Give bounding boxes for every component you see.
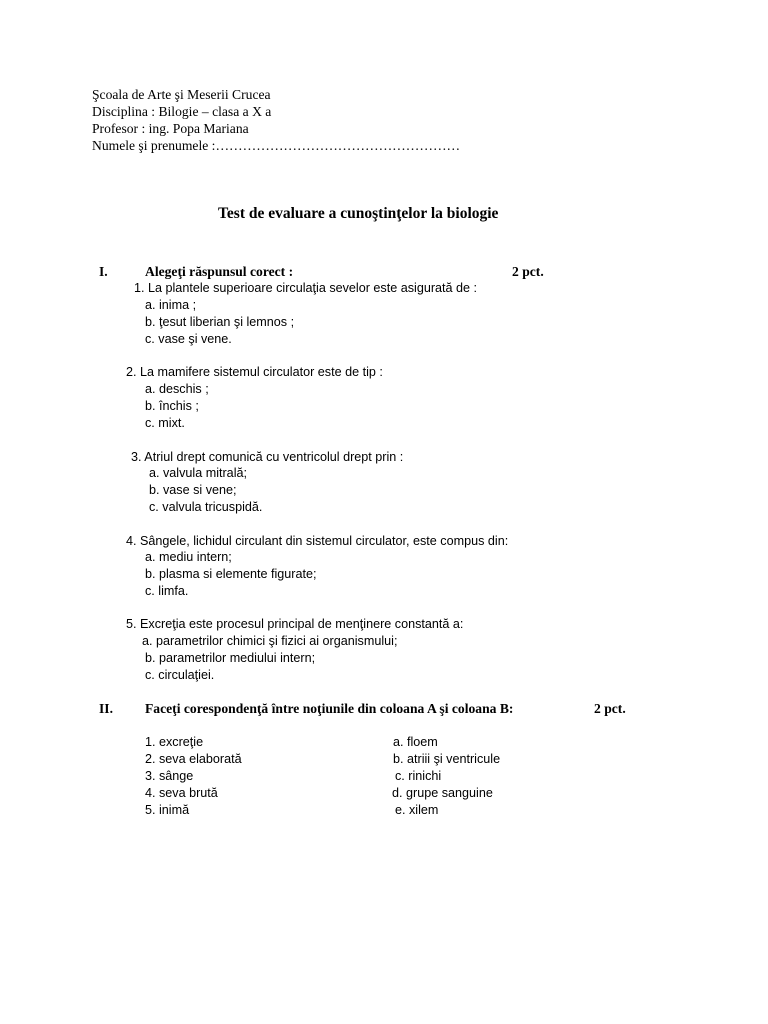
q1-option-a: a. inima ; [145,298,197,312]
section2-instruction: Faceţi corespondenţă între noţiunile din coloana A şi coloana B: [145,701,514,716]
column-b-item: c. rinichi [395,769,442,783]
discipline-line: Disciplina : Bilogie – clasa a X a [92,104,272,119]
student-name-line: Numele şi prenumele :……………………………………………… [92,138,461,153]
q4-option-a: a. mediu intern; [145,550,232,564]
q4-option-b: b. plasma si elemente figurate; [145,567,317,581]
q3-option-b: b. vase si vene; [149,483,237,497]
q2-option-b: b. închis ; [145,399,199,413]
q3-option-c: c. valvula tricuspidă. [149,500,263,514]
section1-points: 2 pct. [512,264,544,279]
q1-option-c: c. vase şi vene. [145,332,232,346]
q4-text: 4. Sângele, lichidul circulant din sistemul circulator, este compus din: [126,534,509,548]
q2-option-a: a. deschis ; [145,382,209,396]
q2-option-c: c. mixt. [145,416,185,430]
column-a-item: 5. inimă [145,803,190,817]
column-a-item: 3. sânge [145,769,194,783]
q2-text: 2. La mamifere sistemul circulator este de tip : [126,365,383,379]
q5-text: 5. Excreţia este procesul principal de menţinere constantă a: [126,617,464,631]
column-a-item: 1. excreţie [145,735,204,749]
column-b-item: b. atriii şi ventricule [393,752,501,766]
q4-option-c: c. limfa. [145,584,189,598]
column-b-item: d. grupe sanguine [392,786,493,800]
q3-option-a: a. valvula mitrală; [149,466,247,480]
teacher-line: Profesor : ing. Popa Mariana [92,121,249,136]
q5-option-b: b. parametrilor mediului intern; [145,651,316,665]
column-b-item: a. floem [393,735,438,749]
q3-text: 3. Atriul drept comunică cu ventricolul drept prin : [131,450,404,464]
page-title: Test de evaluare a cunoştinţelor la biologie [218,205,499,222]
q1-text: 1. La plantele superioare circulaţia sevelor este asigurată de : [134,281,478,295]
section1-numeral: I. [99,264,108,279]
school-name: Şcoala de Arte şi Meserii Crucea [92,87,271,102]
column-b-item: e. xilem [395,803,439,817]
q5-option-a: a. parametrilor chimici şi fizici ai organismului; [142,634,398,648]
section2-points: 2 pct. [594,701,626,716]
section1-instruction: Alegeţi răspunsul corect : [145,264,294,279]
column-a-item: 2. seva elaborată [145,752,242,766]
section2-numeral: II. [99,701,113,716]
column-a-item: 4. seva brută [145,786,218,800]
q5-option-c: c. circulaţiei. [145,668,215,682]
q1-option-b: b. ţesut liberian şi lemnos ; [145,315,295,329]
